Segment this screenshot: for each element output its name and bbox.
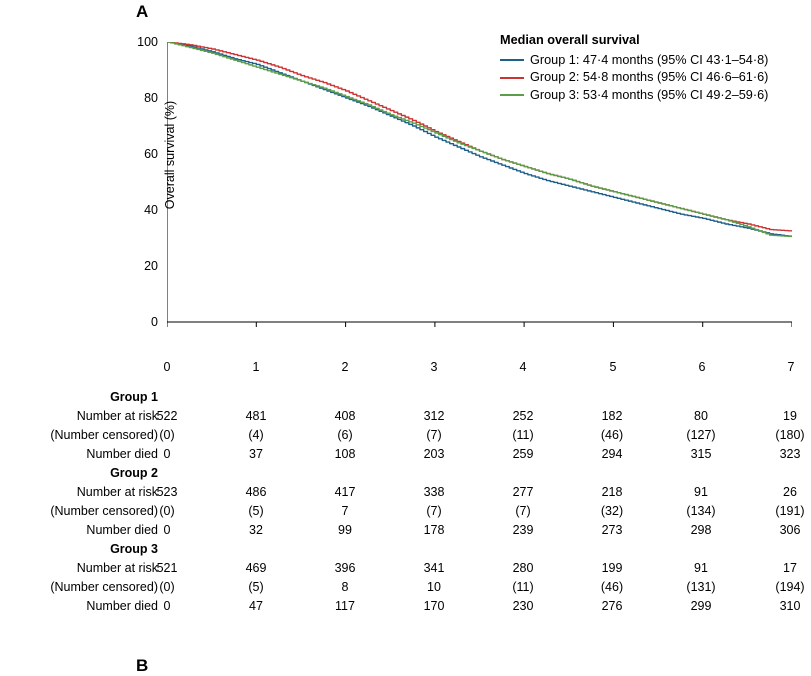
risk-table-cell: 0	[163, 447, 171, 461]
risk-table-cell: (46)	[600, 428, 624, 442]
risk-table-cell: (46)	[600, 580, 624, 594]
risk-table-cell: (32)	[600, 504, 624, 518]
risk-table-row-label: Number at risk	[76, 561, 158, 575]
risk-table-cell: (194)	[775, 580, 805, 594]
risk-table-cell: (11)	[512, 580, 534, 594]
risk-table-cell: 306	[779, 523, 801, 537]
risk-table-cell: 218	[601, 485, 623, 499]
risk-table-cell: (7)	[426, 504, 442, 518]
risk-table-cell: 481	[245, 409, 267, 423]
risk-table-row-label: Number at risk	[76, 409, 158, 423]
risk-table-cell: (134)	[686, 504, 716, 518]
y-axis-label: Overall survival (%)	[163, 100, 177, 210]
risk-table-row	[0, 445, 811, 464]
x-tick-0: 0	[163, 360, 171, 374]
risk-table-cell: 178	[423, 523, 445, 537]
risk-table-cell: 19	[783, 409, 797, 423]
risk-table-row	[0, 407, 811, 426]
legend-swatch-icon	[500, 94, 524, 96]
y-tick-20: 20	[144, 259, 158, 273]
risk-table-row-label: Number died	[86, 447, 158, 461]
risk-table-cell: 299	[690, 599, 712, 613]
risk-table-cell: (5)	[248, 504, 264, 518]
risk-table-row	[0, 521, 811, 540]
risk-table-cell: (6)	[337, 428, 353, 442]
risk-table-row	[0, 426, 811, 445]
risk-table-cell: 0	[163, 523, 171, 537]
risk-table-cell: (11)	[512, 428, 534, 442]
risk-table-row-label: Number died	[86, 599, 158, 613]
risk-table-cell: 259	[512, 447, 534, 461]
risk-table-cell: 310	[779, 599, 801, 613]
risk-table-cell: (191)	[775, 504, 805, 518]
x-tick-4: 4	[519, 360, 527, 374]
risk-table-row-label: Number died	[86, 523, 158, 537]
risk-table-cell: (7)	[515, 504, 531, 518]
risk-table-cell: (127)	[686, 428, 716, 442]
risk-table-cell: 338	[423, 485, 445, 499]
risk-table-cell: 522	[156, 409, 178, 423]
risk-table-row-label: Number at risk	[76, 485, 158, 499]
risk-table-cell: (7)	[426, 428, 442, 442]
legend-label: Group 3: 53·4 months (95% CI 49·2–59·6)	[530, 87, 769, 102]
legend-item-group-1	[500, 52, 768, 70]
risk-table-cell: 312	[423, 409, 445, 423]
risk-table-cell: 276	[601, 599, 623, 613]
risk-table-cell: 230	[512, 599, 534, 613]
risk-table-cell: 417	[334, 485, 356, 499]
risk-table-cell: 521	[156, 561, 178, 575]
legend-item-group-3	[500, 87, 768, 105]
risk-table-cell: 203	[423, 447, 445, 461]
risk-table-cell: (131)	[686, 580, 716, 594]
risk-table-cell: 280	[512, 561, 534, 575]
risk-table-cell: 10	[427, 580, 441, 594]
risk-table-cell: 408	[334, 409, 356, 423]
risk-table-cell: 341	[423, 561, 445, 575]
risk-table-cell: 7	[341, 504, 349, 518]
risk-table-cell: 273	[601, 523, 623, 537]
risk-table-cell: 486	[245, 485, 267, 499]
risk-table-cell: 315	[690, 447, 712, 461]
risk-table-cell: 294	[601, 447, 623, 461]
risk-table-cell: (5)	[248, 580, 264, 594]
x-tick-6: 6	[698, 360, 706, 374]
x-tick-1: 1	[252, 360, 260, 374]
risk-table-cell: 108	[334, 447, 356, 461]
risk-table-cell: 91	[694, 485, 708, 499]
risk-table-cell: (0)	[159, 580, 175, 594]
risk-table-cell: 252	[512, 409, 534, 423]
risk-table-cell: 396	[334, 561, 356, 575]
risk-table-row-label: (Number censored)	[50, 504, 158, 518]
risk-table-cell: 117	[335, 599, 355, 613]
x-tick-3: 3	[430, 360, 438, 374]
risk-table-row-label: (Number censored)	[50, 580, 158, 594]
x-tick-7: 7	[787, 360, 795, 374]
risk-table-row	[0, 597, 811, 616]
risk-table-cell: 182	[601, 409, 623, 423]
risk-table-row	[0, 578, 811, 597]
risk-table-cell: 91	[694, 561, 708, 575]
risk-table-cell: (4)	[248, 428, 264, 442]
risk-table-row	[0, 483, 811, 502]
risk-table-cell: 37	[249, 447, 263, 461]
y-tick-0: 0	[151, 315, 158, 329]
risk-table-row	[0, 559, 811, 578]
y-tick-40: 40	[144, 203, 158, 217]
panel-label-a: A	[136, 2, 149, 21]
legend-swatch-icon	[500, 77, 524, 79]
risk-table-cell: 99	[338, 523, 352, 537]
risk-table-cell: 523	[156, 485, 178, 499]
legend-title: Median overall survival	[500, 33, 640, 47]
legend-item-group-2	[500, 69, 768, 87]
risk-table-cell: 469	[245, 561, 267, 575]
numbers-at-risk-table	[0, 388, 811, 616]
risk-table-cell: 32	[249, 523, 263, 537]
risk-table-cell: 277	[512, 485, 534, 499]
legend-swatch-icon	[500, 59, 524, 61]
y-tick-60: 60	[144, 147, 158, 161]
risk-table-cell: 47	[249, 599, 263, 613]
risk-table-cell: (180)	[775, 428, 805, 442]
risk-table-row-label: (Number censored)	[50, 428, 158, 442]
risk-table-cell: 323	[779, 447, 801, 461]
legend-label: Group 1: 47·4 months (95% CI 43·1–54·8)	[530, 52, 769, 67]
y-tick-100: 100	[137, 35, 158, 49]
risk-table-group-title: Group 3	[110, 542, 158, 556]
x-tick-2: 2	[341, 360, 349, 374]
risk-table-cell: 17	[783, 561, 797, 575]
risk-table-cell: 26	[783, 485, 797, 499]
risk-table-group-title: Group 1	[110, 390, 158, 404]
risk-table-group-title: Group 2	[110, 466, 158, 480]
legend-label: Group 2: 54·8 months (95% CI 46·6–61·6)	[530, 70, 769, 84]
panel-label-b: B	[136, 656, 149, 675]
risk-table-cell: 0	[163, 599, 171, 613]
y-tick-80: 80	[144, 91, 158, 105]
risk-table-row	[0, 502, 811, 521]
risk-table-cell: (0)	[159, 504, 175, 518]
risk-table-cell: 80	[694, 409, 708, 423]
risk-table-cell: 239	[512, 523, 534, 537]
risk-table-cell: (0)	[159, 428, 175, 442]
risk-table-cell: 199	[601, 561, 623, 575]
risk-table-cell: 8	[341, 580, 349, 594]
x-tick-5: 5	[609, 360, 617, 374]
risk-table-cell: 170	[423, 599, 445, 613]
legend	[500, 32, 768, 104]
risk-table-cell: 298	[690, 523, 712, 537]
